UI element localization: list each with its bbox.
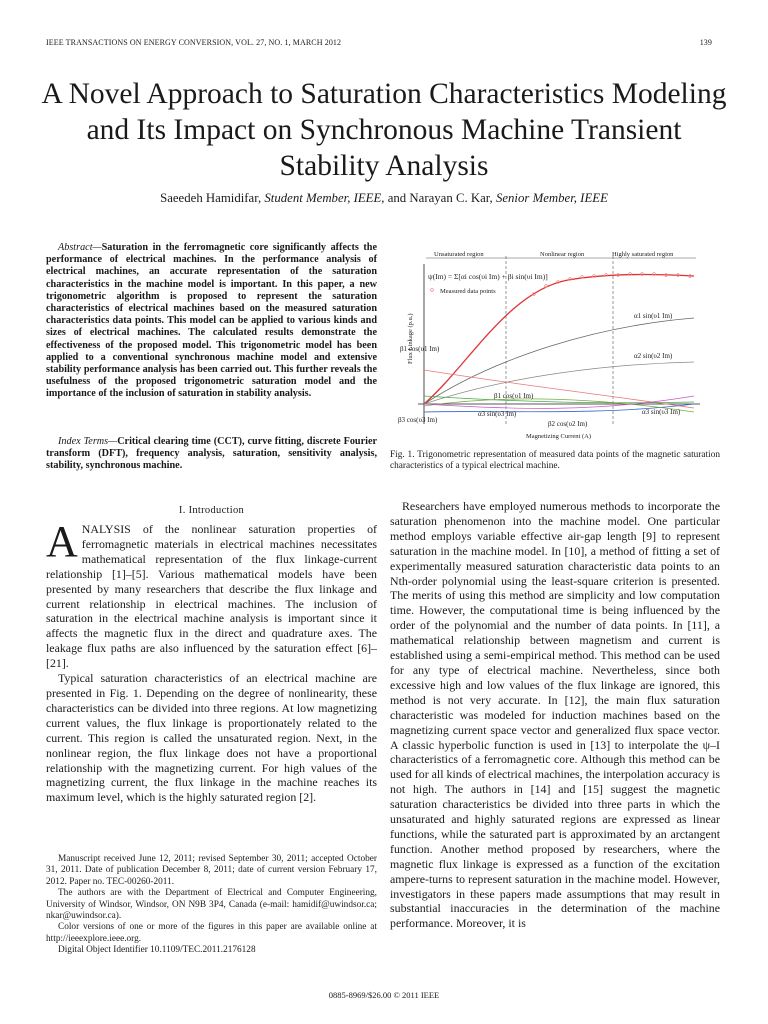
figure-caption: Fig. 1. Trigonometric representation of measured data points of the magnetic saturation characteristics of a typical electrical machine. <box>390 450 720 472</box>
footnote: The authors are with the Department of Electrical and Computer Engineering, University of Windsor, Windsor, ON N9B 3P4, Canada (e-mail: hamidif@uwindsor.ca; nkar@uwindsor.ca). <box>46 888 377 922</box>
author-name: Saeedeh Hamidifar, <box>160 191 262 205</box>
footer-copyright: 0885-8969/$26.00 © 2011 IEEE <box>328 990 440 1000</box>
footnote: Digital Object Identifier 10.1109/TEC.2011.2176128 <box>58 945 256 956</box>
legend-measured: Measured data points <box>440 288 496 295</box>
body-column-left <box>46 517 377 805</box>
author-line <box>40 191 728 206</box>
page-number: 139 <box>699 38 712 47</box>
footnote: Color versions of one or more of the figures in this paper are available online at http://ieeexplore.ieee.org. <box>46 922 377 944</box>
figure-plot <box>398 246 708 442</box>
abstract-lead: Abstract— <box>58 242 102 253</box>
index-terms-text: Critical clearing time (CCT), curve fitting, discrete Fourier transform (DFT), frequency analysis, saturation, sensitivity analysis, stability, synchronous machine. <box>46 436 377 472</box>
figure-1 <box>398 246 708 442</box>
label-b1-cos-left: β1 cos(υ1 Im) <box>400 345 440 353</box>
author-joiner: and <box>387 191 407 205</box>
region-label-high: Highly saturated region <box>612 251 674 258</box>
abstract <box>46 242 377 401</box>
a2-sin-curve <box>424 362 694 404</box>
author-role: Student Member, IEEE, <box>264 191 385 205</box>
paragraph-text: NALYSIS of the nonlinear saturation properties of ferromagnetic materials in electrical machines necessitates mathematical representation of the flux linkage-current relationship [1]–[5]. Various mathematical models have been presented by many researchers that describe the flux linkage and current relationship in electrical machines. The inclusion of saturation in the electrical machine analysis is important since it affects the magnetic flux in the direct and quadrature axes. The leakage flux paths are also influenced by the saturation effect [6]–[21]. <box>46 522 377 671</box>
measured-points <box>533 273 692 296</box>
label-b2-cos: β2 cos(υ2 Im) <box>548 420 588 428</box>
y-axis-label: Flux Linkage (p.u.) <box>407 313 414 364</box>
paper-title: A Novel Approach to Saturation Characteristics Modeling and Its Impact on Synchronous Machine Transient Stability Analysis <box>41 78 727 182</box>
section-heading: I. Introduction <box>178 505 245 516</box>
region-label-unsaturated: Unsaturated region <box>434 251 484 258</box>
drop-cap: A <box>46 517 78 566</box>
footnotes <box>46 854 377 957</box>
paragraph: Typical saturation characteristics of an electrical machine are presented in Fig. 1. Depending on the degree of nonlinearity, these characteristics can be divided into three regions. At low magnetizing current values, the flux linkage is proportionately related to the current. This region is called the unsaturated region. Next, in the nonlinear region, the flux linkage does not have a proportional relationship with the magnetizing current. For high values of the magnetizing current, the flux linkage in the machine reaches its maximum level, which is the highly saturated region [2]. <box>46 671 377 805</box>
legend-marker <box>431 289 434 292</box>
equation: ψ(Im) = Σ[αi cos(υi Im) + βi sin(υi Im)] <box>428 272 548 281</box>
label-a3-sin-right: α3 sin(υ3 Im) <box>642 408 681 416</box>
label-a2-sin: α2 sin(υ2 Im) <box>634 352 673 360</box>
author-name: Narayan C. Kar, <box>409 191 493 205</box>
author-role: Senior Member, IEEE <box>495 191 608 205</box>
paragraph <box>46 517 377 671</box>
label-a3-sin-mid: α3 sin(υ3 Im) <box>478 410 517 418</box>
label-b3-cos: β3 cos(υ3 Im) <box>398 416 438 424</box>
index-terms-lead: Index Terms— <box>58 436 118 447</box>
paragraph: Researchers have employed numerous methods to incorporate the saturation phenomenon into the machine model. One particular method employs variable effective air-gap length [9] to represent saturation in the machine model. In [10], a method of fitting a set of experimentally measured saturation characteristic data points to an Nth-order polynomial using the least-square criterion is presented. The merits of using this method are simplicity and low computation time. However, the computational time is being influenced by the order of the polynomial and the number of data points. In [11], a mathematical relationship between magnetism and current is established using a semi-empirical method. This method can be used for any type of electrical machine. Nevertheless, since both excessive high and low values of the flux linkage are ignored, this method is not very accurate. In [12], the main flux saturation characteristic was modeled for induction machines based on the magnetizing current space vector and generalized flux space vector. A classic hyperbolic function is used in [13] to interpolate the ψ–I characteristics of a ferromagnetic core. Although this method can be used for all kinds of electrical machines, the interpolation accuracy is not high. The authors in [14] and [15] suggest the magnetic saturation characteristics be divided into three parts in which the unsaturated and highly saturated regions are expressed as linear functions, while the saturated part is approximated by an arctangent function. Another method proposed by researchers, where the magnetic flux linkage is expressed as a function of the excitation ampere-turns to represent saturation in the machine model. However, investigators in these papers made assumptions that may result in substantial inaccuracies in the determination of the machine performance. Moreover, it is <box>390 499 720 931</box>
region-label-nonlinear: Nonlinear region <box>540 251 585 258</box>
label-a1-sin: α1 sin(υ1 Im) <box>634 312 673 320</box>
x-axis-label: Magnetizing Current (A) <box>526 433 591 440</box>
index-terms <box>46 436 377 473</box>
body-column-right <box>390 499 720 931</box>
abstract-text: Saturation in the ferromagnetic core significantly affects the performance of electrical machines. In the performance analysis of electrical machines, an accurate representation of the saturation characteristics in the machine model is important. In this paper, a new trigonometric algorithm is proposed to represent the saturation characteristics of electrical machines based on the measured saturation characteristics data points. This model can be applied to various kinds and sizes of electrical machines. The calculated results demonstrate the effectiveness of the proposed model. This trigonometric model has been applied to a conventional synchronous machine model and extensive stability performance analysis has been carried out. This further reveals the usefulness of the proposed trigonometric saturation model and the importance of the inclusion of saturation in stability analysis. <box>46 242 377 400</box>
journal-header: IEEE TRANSACTIONS ON ENERGY CONVERSION, VOL. 27, NO. 1, MARCH 2012 <box>46 38 342 47</box>
label-b1-cos-mid: β1 cos(υ1 Im) <box>494 392 534 400</box>
footnote: Manuscript received June 12, 2011; revised September 30, 2011; accepted October 31, 2011. Date of publication December 8, 2011; date of current version February 17, 2012. Paper no. TEC-00260-2011. <box>46 854 377 887</box>
